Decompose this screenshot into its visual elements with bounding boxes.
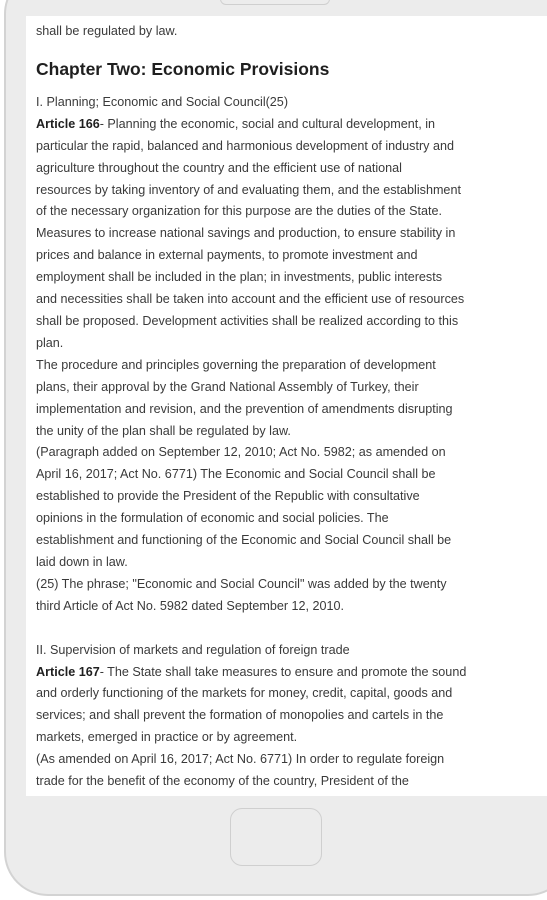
- text-line: plans, their approval by the Grand National Assembly of Turkey, their: [36, 379, 419, 394]
- text-line: The procedure and principles governing the preparation of development: [36, 357, 436, 372]
- section-heading-markets: II. Supervision of markets and regulation of foreign trade: [36, 642, 350, 657]
- section-heading-planning: I. Planning; Economic and Social Council(25): [36, 94, 289, 109]
- article-167-text: - The State shall take measures to ensure and promote the sound: [99, 664, 467, 679]
- article-167-body: [36, 683, 536, 793]
- text-line: (As amended on April 16, 2017; Act No. 6771) In order to regulate foreign: [36, 752, 445, 767]
- text-line: implementation and revision, and the prevention of amendments disrupting: [36, 401, 453, 416]
- text-line: markets, emerged in practice or by agreement.: [36, 730, 298, 745]
- text-line: of the necessary organization for this purpose are the duties of the State.: [36, 204, 443, 219]
- article-166-first-line: [36, 114, 536, 136]
- text-line: agriculture throughout the country and the efficient use of national: [36, 160, 402, 175]
- text-line: opinions in the formulation of economic and social policies. The: [36, 511, 389, 526]
- article-167-label: Article 167: [36, 664, 100, 679]
- previous-text-line: shall be regulated by law.: [36, 24, 178, 38]
- text-line: employment shall be included in the plan; in investments, public interests: [36, 270, 443, 285]
- text-line: services; and shall prevent the formation of monopolies and cartels in the: [36, 708, 444, 723]
- text-line: established to provide the President of the Republic with consultative: [36, 489, 420, 504]
- phone-frame: [4, 0, 547, 896]
- text-line: establishment and functioning of the Economic and Social Council shall be: [36, 533, 452, 548]
- text-line: resources by taking inventory of and evaluating them, and the establishment: [36, 182, 461, 197]
- text-line: prices and balance in external payments, to promote investment and: [36, 248, 418, 263]
- text-line: and orderly functioning of the markets for money, credit, capital, goods and: [36, 686, 453, 701]
- text-line: April 16, 2017; Act No. 6771) The Economic and Social Council shall be: [36, 467, 436, 482]
- article-166-body: [36, 136, 536, 618]
- text-line: (Paragraph added on September 12, 2010; Act No. 5982; as amended on: [36, 445, 446, 460]
- text-line: shall be proposed. Development activities shall be realized according to this: [36, 313, 459, 328]
- text-line: plan.: [36, 335, 64, 350]
- text-line: (25) The phrase; "Economic and Social Council" was added by the twenty: [36, 576, 447, 591]
- text-line: third Article of Act No. 5982 dated September 12, 2010.: [36, 598, 345, 613]
- text-line: laid down in law.: [36, 554, 128, 569]
- chapter-title: Chapter Two: Economic Provisions: [36, 58, 330, 79]
- text-line: trade for the benefit of the economy of the country, President of the: [36, 774, 409, 789]
- article-167-first-line: [36, 662, 536, 684]
- section-gap: [36, 618, 536, 640]
- article-166-label: Article 166: [36, 116, 100, 131]
- article-166-text: - Planning the economic, social and cultural development, in: [99, 116, 436, 131]
- text-line: the unity of the plan shall be regulated by law.: [36, 423, 291, 438]
- text-line: and necessities shall be taken into account and the efficient use of resources: [36, 292, 465, 307]
- document-content: [36, 16, 536, 793]
- text-line: Measures to increase national savings and production, to ensure stability in: [36, 226, 456, 241]
- screen[interactable]: [26, 16, 547, 796]
- home-button[interactable]: [230, 808, 322, 866]
- text-line: particular the rapid, balanced and harmonious development of industry and: [36, 138, 454, 153]
- speaker-slot: [220, 0, 330, 5]
